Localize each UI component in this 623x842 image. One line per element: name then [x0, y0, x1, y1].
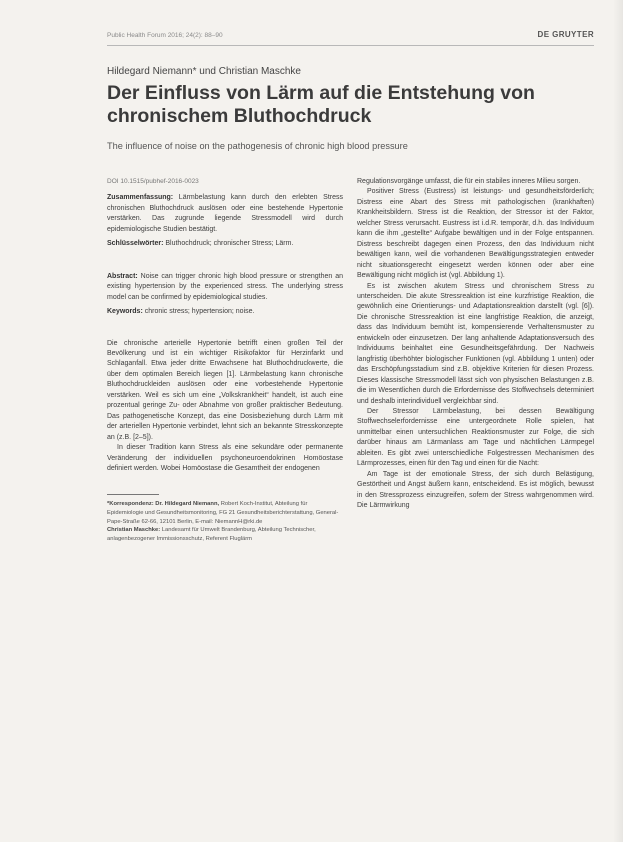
keywords-german-text: Bluthochdruck; chronischer Stress; Lärm.: [163, 240, 294, 248]
keywords-german-label: Schlüsselwörter:: [107, 240, 164, 248]
body-paragraph: Positiver Stress (Eustress) ist leistungs- und gesundheitsförderlich; Distress eine Abart des Stress mit pathologischen (krankhaften) Krankheitsbildern. Stress ist die Reaktion, der Stressor ist der Faktor, welcher Stress verursacht. Eustress ist i.d.R. temporär, d.h. das Individuum kann die ihm „gestellte“ Aufgabe bewältigen und in der Folge entspannen. Distress beschreibt dagegen einen Prozess, den das Individuum nicht bewältigen kann, weil die vorhandenen Bewältigungsstrategien entweder nicht situationsgerecht eingesetzt werden können oder aber eine Bewältigung nicht möglich ist (vgl. Abbildung 1).: [357, 188, 594, 280]
body-paragraph: Am Tage ist der emotionale Stress, der sich durch Belästigung, Gestörtheit und Angst äußern kann, entscheidend. Es ist möglich, bewusst in den Stressprozess einzugreifen, sofern der Stress wahrgenommen wird. Die Lärmwirkung: [357, 470, 594, 510]
article-subtitle: The influence of noise on the pathogenesis of chronic high blood pressure: [107, 141, 408, 151]
publisher-logo: DE GRUYTER: [537, 30, 594, 39]
coauthor-text: Landesamt für Umwelt Brandenburg, Abteilung Technischer, anlagenbezogener Immissionsschutz, Referent Fluglärm: [107, 527, 316, 542]
keywords-english: [107, 307, 343, 317]
article-title: Der Einfluss von Lärm auf die Entstehung von chronischem Bluthochdruck: [107, 82, 535, 127]
keywords-english-text: chronic stress; hypertension; noise.: [142, 308, 255, 316]
header-rule: [107, 45, 594, 46]
keywords-german: [107, 239, 343, 249]
page-edge-shadow: [613, 0, 623, 842]
body-paragraph: Regulationsvorgänge umfasst, die für ein stabiles inneres Milieu sorgen.: [357, 178, 581, 185]
abstract-german: [107, 193, 343, 235]
left-column: [107, 177, 343, 543]
article-authors: Hildegard Niemann* und Christian Maschke: [107, 66, 301, 77]
coauthor-label: Christian Maschke:: [107, 527, 161, 534]
correspondence-text: Robert Koch-Institut, Abteilung für Epidemiologie und Gesundheitsmonitoring, FG 21 Gesundheitsberichterstattung, General-Pape-Straße 62-66, 12101 Berlin, E-mail: NiemannH@rki.de: [107, 501, 339, 525]
article-doi: DOI 10.1515/pubhef-2016-0023: [107, 178, 199, 185]
abstract-german-text: Lärmbelastung kann durch den erlebten Stress chronischen Bluthochdruck auslösen oder eine bestehende Hypertonie verstärken. Das zugrunde liegende Stressmodell wird durch epidemiologische Studien bestätigt.: [107, 194, 343, 233]
abstract-german-label: Zusammenfassung:: [107, 194, 174, 202]
body-paragraph: Die chronische arterielle Hypertonie betrifft einen großen Teil der Bevölkerung und ist ein wichtiger Risikofaktor für Herzinfarkt und Schlaganfall. Etwa jeder dritte Erwachsene hat Bluthochdruckwerte, die über dem optimalen Bereich liegen [1]. Lärmbelastung kann chronische Bluthochdruckleiden auslösen oder eine vorbestehende Hypertonie verstärken. Weil es sich um eine „Volkskrankheit“ handelt, ist auch eine prozentual geringe Zu- oder Abnahme von großer praktischer Bedeutung. Das pathogenetische Konzept, das eine Dosisbeziehung durch Lärm mit der arteriellen Hypertonie verbindet, lehnt sich an bekannte Stresskonzepte an (z.B. [2–5]).: [107, 339, 343, 441]
abstract-english-label: Abstract:: [107, 272, 138, 280]
body-paragraph: Es ist zwischen akutem Stress und chronischem Stress zu unterscheiden. Die akute Stressreaktion ist eine kurzfristige Reaktion, die gewöhnlich eine Orientierungs- und Adaptationsreaktion darstellt (vgl. [6]). Die chronische Stressreaktion ist eine langfristige Reaktion, die anzeigt, dass das Individuum bemüht ist, kompensierende Verhaltensmuster zu entwickeln oder einzusetzen. Der lang anhaltende Adaptationsversuch des Individuums beinhaltet eine Gesundheitsgefährdung. Der Nachweis langfristig überhöhter biologischer Funktionen (vgl. Abbildung 1 unten) oder das Erschöpfungsstadium sind z.B. objektive Kriterien für diesen Prozess. Dieses klassische Stressmodell lässt sich von physischen Belastungen z.B. die im Wesentlichen durch die Erfordernisse des Stoffwechsels determiniert und deshalb interindividuell vergleichbar sind.: [357, 282, 594, 405]
body-paragraph: Der Stressor Lärmbelastung, bei dessen Bewältigung Stoffwechselerfordernisse eine untergeordnete Rolle spielen, hat unmittelbar einen untersuchlichen Reaktionsmuster zur Folge, die sich darüber hinaus am Lärmanlass am Tage und nächtlichen Lärmpegel ableiten. Es gibt zwei unterschiedliche Folgestressen Mechanismen des Lärmprozesses, einen für den Tag und einen für die Nacht:: [357, 407, 594, 468]
correspondence-label: *Korrespondenz: Dr. Hildegard Niemann,: [107, 501, 220, 508]
body-paragraph: In dieser Tradition kann Stress als eine sekundäre oder permanente Veränderung der individuellen psychoneuroendokrinen Homöostase definiert werden. Wobei Homöostase die Gesamtheit der endogenen: [107, 444, 343, 472]
running-header: [107, 29, 594, 43]
abstract-english-text: Noise can trigger chronic high blood pressure or strengthen an existing hypertension by the experienced stress. The underlying stress model can be confirmed by epidemiological studies.: [107, 272, 343, 301]
journal-citation: Public Health Forum 2016; 24(2): 88–90: [107, 32, 223, 39]
abstract-english: [107, 272, 343, 303]
correspondence-footnote: [107, 500, 343, 543]
keywords-english-label: Keywords:: [107, 308, 143, 316]
right-column: [357, 177, 594, 512]
footnote-rule: [107, 494, 159, 495]
